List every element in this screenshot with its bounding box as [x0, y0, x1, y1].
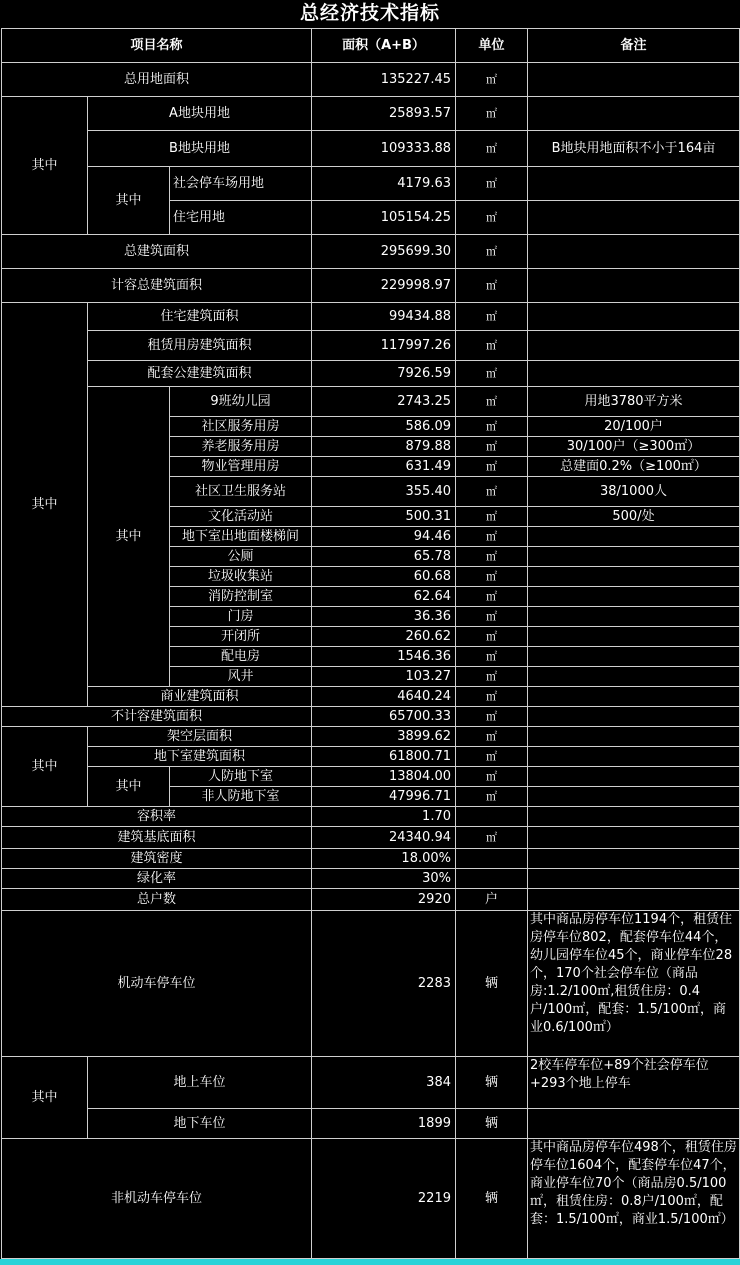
- group-label: 其中: [2, 97, 88, 235]
- group-label: 其中: [88, 387, 170, 687]
- row-note: [528, 667, 740, 687]
- table-row: [2, 303, 740, 331]
- row-note: [528, 849, 740, 869]
- table-row: [2, 767, 740, 787]
- row-value: 117997.26: [312, 331, 456, 361]
- row-unit: 辆: [456, 1139, 528, 1259]
- row-note: [528, 269, 740, 303]
- table-row: [2, 63, 740, 97]
- row-value: 30%: [312, 869, 456, 889]
- row-note: 用地3780平方米: [528, 387, 740, 417]
- row-name: 不计容建筑面积: [2, 707, 312, 727]
- row-note: [528, 767, 740, 787]
- row-name: 门房: [170, 607, 312, 627]
- row-note: [528, 361, 740, 387]
- row-note: [528, 63, 740, 97]
- row-unit: 户: [456, 889, 528, 911]
- row-value: 62.64: [312, 587, 456, 607]
- row-value: 61800.71: [312, 747, 456, 767]
- row-name: 配电房: [170, 647, 312, 667]
- row-unit: [456, 849, 528, 869]
- row-unit: ㎡: [456, 97, 528, 131]
- row-value: 1.70: [312, 807, 456, 827]
- header-note: 备注: [528, 29, 740, 63]
- row-value: 879.88: [312, 437, 456, 457]
- row-value: 500.31: [312, 507, 456, 527]
- row-value: 4640.24: [312, 687, 456, 707]
- table-row: [2, 807, 740, 827]
- row-unit: ㎡: [456, 647, 528, 667]
- row-note: [528, 567, 740, 587]
- row-unit: ㎡: [456, 727, 528, 747]
- row-value: 109333.88: [312, 131, 456, 167]
- row-name: B地块用地: [88, 131, 312, 167]
- row-name: 容积率: [2, 807, 312, 827]
- row-name: 住宅用地: [170, 201, 312, 235]
- row-unit: ㎡: [456, 707, 528, 727]
- row-value: 295699.30: [312, 235, 456, 269]
- row-name: 架空层面积: [88, 727, 312, 747]
- row-note: [528, 167, 740, 201]
- row-unit: ㎡: [456, 417, 528, 437]
- row-note: 其中商品房停车位1194个，租赁住房停车位802，配套停车位44个，幼儿园停车位45个，商业停车位28个，170个社会停车位（商品房:1.2/100㎡,租赁住房：0.4户/100㎡，配套：1.5/100㎡，商业0.6/100㎡）: [528, 911, 740, 1057]
- row-value: 260.62: [312, 627, 456, 647]
- table-row: [2, 1109, 740, 1139]
- row-unit: ㎡: [456, 747, 528, 767]
- row-unit: ㎡: [456, 235, 528, 269]
- table-row: [2, 707, 740, 727]
- row-note: [528, 707, 740, 727]
- row-value: 13804.00: [312, 767, 456, 787]
- table-row: [2, 1057, 740, 1109]
- page-title: 总经济技术指标: [299, 2, 440, 24]
- table-row: [2, 727, 740, 747]
- row-name: 建筑密度: [2, 849, 312, 869]
- row-unit: ㎡: [456, 507, 528, 527]
- row-name: 地下车位: [88, 1109, 312, 1139]
- table-row: [2, 827, 740, 849]
- row-name: 绿化率: [2, 869, 312, 889]
- row-note: [528, 807, 740, 827]
- row-note: 20/100户: [528, 417, 740, 437]
- table-row: [2, 687, 740, 707]
- row-unit: [456, 807, 528, 827]
- row-note: [528, 97, 740, 131]
- row-unit: ㎡: [456, 201, 528, 235]
- row-name: 总建筑面积: [2, 235, 312, 269]
- row-note: B地块用地面积不小于164亩: [528, 131, 740, 167]
- table-row: [2, 1139, 740, 1259]
- row-note: [528, 747, 740, 767]
- row-value: 36.36: [312, 607, 456, 627]
- row-unit: ㎡: [456, 131, 528, 167]
- row-note: [528, 527, 740, 547]
- header-row: [2, 29, 740, 63]
- table-row: [2, 361, 740, 387]
- row-value: 60.68: [312, 567, 456, 587]
- row-name: 社区服务用房: [170, 417, 312, 437]
- row-unit: ㎡: [456, 627, 528, 647]
- row-unit: ㎡: [456, 547, 528, 567]
- row-value: 2219: [312, 1139, 456, 1259]
- table-row: [2, 269, 740, 303]
- row-name: 配套公建建筑面积: [88, 361, 312, 387]
- row-name: 商业建筑面积: [88, 687, 312, 707]
- row-note: 总建面0.2%（≥100㎡）: [528, 457, 740, 477]
- row-note: [528, 587, 740, 607]
- row-note: [528, 647, 740, 667]
- table-row: [2, 97, 740, 131]
- row-note: [528, 547, 740, 567]
- row-value: 47996.71: [312, 787, 456, 807]
- row-value: 25893.57: [312, 97, 456, 131]
- row-note: [528, 787, 740, 807]
- row-unit: ㎡: [456, 667, 528, 687]
- row-note: [528, 1109, 740, 1139]
- row-value: 65.78: [312, 547, 456, 567]
- row-name: 9班幼儿园: [170, 387, 312, 417]
- row-note: 30/100户（≥300㎡）: [528, 437, 740, 457]
- row-value: 384: [312, 1057, 456, 1109]
- row-value: 99434.88: [312, 303, 456, 331]
- row-note: [528, 331, 740, 361]
- row-unit: ㎡: [456, 303, 528, 331]
- row-name: 总用地面积: [2, 63, 312, 97]
- group-label: 其中: [2, 303, 88, 707]
- row-name: 公厕: [170, 547, 312, 567]
- row-note: [528, 627, 740, 647]
- group-label: 其中: [2, 727, 88, 807]
- row-note: 其中商品房停车位498个，租赁住房停车位1604个，配套停车位47个，商业停车位70个（商品房0.5/100㎡，租赁住房：0.8户/100㎡，配套：1.5/100㎡，商业1.5/100㎡）: [528, 1139, 740, 1259]
- row-value: 18.00%: [312, 849, 456, 869]
- table-row: [2, 131, 740, 167]
- row-note: [528, 889, 740, 911]
- row-value: 1546.36: [312, 647, 456, 667]
- row-name: 文化活动站: [170, 507, 312, 527]
- table-row: [2, 167, 740, 201]
- row-name: 开闭所: [170, 627, 312, 647]
- row-unit: 辆: [456, 1109, 528, 1139]
- row-unit: ㎡: [456, 687, 528, 707]
- row-value: 4179.63: [312, 167, 456, 201]
- row-value: 103.27: [312, 667, 456, 687]
- row-note: [528, 607, 740, 627]
- row-unit: ㎡: [456, 607, 528, 627]
- bottom-accent-bar: [0, 1259, 740, 1265]
- row-note: [528, 727, 740, 747]
- row-name: 社会停车场用地: [170, 167, 312, 201]
- table-row: [2, 235, 740, 269]
- group-label: 其中: [88, 167, 170, 235]
- row-value: 631.49: [312, 457, 456, 477]
- indicator-table: [1, 28, 740, 1259]
- row-name: 机动车停车位: [2, 911, 312, 1057]
- row-name: 养老服务用房: [170, 437, 312, 457]
- row-unit: ㎡: [456, 361, 528, 387]
- row-unit: ㎡: [456, 477, 528, 507]
- row-value: 7926.59: [312, 361, 456, 387]
- row-value: 2283: [312, 911, 456, 1057]
- row-note: 2校车停车位+89个社会停车位+293个地上停车: [528, 1057, 740, 1109]
- table-row: [2, 747, 740, 767]
- row-unit: 辆: [456, 1057, 528, 1109]
- row-name: 地下室建筑面积: [88, 747, 312, 767]
- row-note: [528, 687, 740, 707]
- row-value: 2743.25: [312, 387, 456, 417]
- row-unit: ㎡: [456, 269, 528, 303]
- row-note: [528, 235, 740, 269]
- row-name: 总户数: [2, 889, 312, 911]
- table-row: [2, 911, 740, 1057]
- row-name: 建筑基底面积: [2, 827, 312, 849]
- row-value: 94.46: [312, 527, 456, 547]
- row-unit: ㎡: [456, 567, 528, 587]
- row-value: 355.40: [312, 477, 456, 507]
- row-unit: ㎡: [456, 587, 528, 607]
- table-row: [2, 849, 740, 869]
- row-note: [528, 303, 740, 331]
- table-row: [2, 387, 740, 417]
- row-note: 500/处: [528, 507, 740, 527]
- row-name: A地块用地: [88, 97, 312, 131]
- row-name: 人防地下室: [170, 767, 312, 787]
- row-name: 地下室出地面楼梯间: [170, 527, 312, 547]
- row-unit: ㎡: [456, 63, 528, 97]
- row-unit: ㎡: [456, 167, 528, 201]
- row-name: 非机动车停车位: [2, 1139, 312, 1259]
- row-unit: 辆: [456, 911, 528, 1057]
- row-value: 1899: [312, 1109, 456, 1139]
- row-unit: ㎡: [456, 437, 528, 457]
- row-name: 风井: [170, 667, 312, 687]
- row-note: [528, 869, 740, 889]
- row-value: 229998.97: [312, 269, 456, 303]
- header-area: 面积（A+B）: [312, 29, 456, 63]
- row-unit: ㎡: [456, 387, 528, 417]
- row-name: 计容总建筑面积: [2, 269, 312, 303]
- table-row: [2, 889, 740, 911]
- row-value: 24340.94: [312, 827, 456, 849]
- row-value: 135227.45: [312, 63, 456, 97]
- row-unit: [456, 869, 528, 889]
- row-note: 38/1000人: [528, 477, 740, 507]
- row-note: [528, 827, 740, 849]
- header-unit: 单位: [456, 29, 528, 63]
- row-name: 社区卫生服务站: [170, 477, 312, 507]
- row-value: 586.09: [312, 417, 456, 437]
- row-value: 2920: [312, 889, 456, 911]
- row-name: 消防控制室: [170, 587, 312, 607]
- row-unit: ㎡: [456, 827, 528, 849]
- group-label: 其中: [2, 1057, 88, 1139]
- table-row: [2, 869, 740, 889]
- row-name: 物业管理用房: [170, 457, 312, 477]
- row-name: 非人防地下室: [170, 787, 312, 807]
- row-name: 地上车位: [88, 1057, 312, 1109]
- row-name: 租赁用房建筑面积: [88, 331, 312, 361]
- row-unit: ㎡: [456, 527, 528, 547]
- row-unit: ㎡: [456, 767, 528, 787]
- table-row: [2, 331, 740, 361]
- row-unit: ㎡: [456, 331, 528, 361]
- row-note: [528, 201, 740, 235]
- row-unit: ㎡: [456, 457, 528, 477]
- row-value: 65700.33: [312, 707, 456, 727]
- row-name: 垃圾收集站: [170, 567, 312, 587]
- row-unit: ㎡: [456, 787, 528, 807]
- group-label: 其中: [88, 767, 170, 807]
- row-value: 105154.25: [312, 201, 456, 235]
- row-value: 3899.62: [312, 727, 456, 747]
- header-name: 项目名称: [2, 29, 312, 63]
- row-name: 住宅建筑面积: [88, 303, 312, 331]
